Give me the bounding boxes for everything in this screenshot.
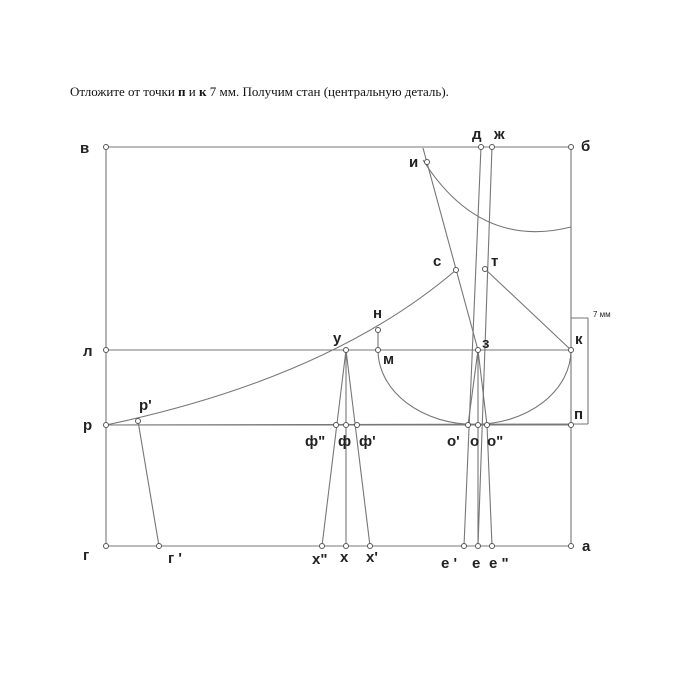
label-a: а: [582, 538, 591, 555]
label-v: в: [80, 140, 90, 157]
label-d: д: [472, 126, 482, 143]
caption-point-k: к: [199, 84, 207, 99]
caption-part-1: Отложите от точки: [70, 84, 179, 99]
point-z: [476, 348, 481, 353]
point-p: [569, 423, 574, 428]
point-r: [104, 423, 109, 428]
point-f1: [355, 423, 360, 428]
label-z: з: [482, 335, 490, 352]
label-f1: ф': [359, 433, 376, 450]
point-e1: [462, 544, 467, 549]
point-h1: [368, 544, 373, 549]
label-e1: е ': [441, 555, 458, 572]
point-h: [344, 544, 349, 549]
point-zh: [490, 145, 495, 150]
point-k: [569, 348, 574, 353]
label-p: п: [574, 406, 584, 423]
label-k: к: [575, 331, 583, 348]
point-r1: [136, 419, 141, 424]
label-r: р: [83, 417, 93, 434]
point-h2: [320, 544, 325, 549]
point-o1: [466, 423, 471, 428]
point-o2: [485, 423, 490, 428]
point-g: [104, 544, 109, 549]
label-7mm: 7 мм: [593, 310, 611, 319]
label-h1: х': [366, 549, 378, 566]
point-t: [483, 267, 488, 272]
point-d: [479, 145, 484, 150]
armhole-curve: [106, 270, 456, 425]
label-m: м: [383, 351, 395, 368]
label-o1: о': [447, 433, 460, 450]
line-z-o1: [468, 350, 478, 425]
point-g1: [157, 544, 162, 549]
point-i: [425, 160, 430, 165]
point-e2: [490, 544, 495, 549]
point-o: [476, 423, 481, 428]
label-b: б: [581, 138, 591, 155]
point-n: [376, 328, 381, 333]
label-r1: р': [139, 397, 152, 414]
point-f2: [334, 423, 339, 428]
top-arc: [423, 160, 571, 232]
point-f: [344, 423, 349, 428]
label-h2: х": [312, 551, 328, 568]
point-b: [569, 145, 574, 150]
label-o2: о": [487, 433, 504, 450]
label-f2: ф": [305, 433, 326, 450]
caption-point-p: п: [178, 84, 186, 99]
label-l: л: [83, 343, 93, 360]
label-f: ф: [338, 433, 352, 450]
label-i: и: [409, 154, 419, 171]
point-a: [569, 544, 574, 549]
point-u: [344, 348, 349, 353]
semicircle-m-k: [378, 350, 571, 424]
caption-part-3: 7 мм. Получим стан (центральную деталь).: [206, 84, 449, 99]
label-g1: г ': [168, 550, 182, 567]
line-i-z: [423, 148, 478, 350]
line-r1-g1: [138, 421, 159, 546]
point-e: [476, 544, 481, 549]
point-s: [454, 268, 459, 273]
label-o: о: [470, 433, 480, 450]
label-n: н: [373, 305, 383, 322]
label-g: г: [83, 547, 90, 564]
caption-part-2: и: [185, 84, 200, 99]
label-u: у: [333, 330, 342, 347]
point-l: [104, 348, 109, 353]
point-v: [104, 145, 109, 150]
label-e: е: [472, 555, 481, 572]
label-h: х: [340, 549, 349, 566]
label-s: с: [433, 253, 442, 270]
point-m: [376, 348, 381, 353]
label-t: т: [491, 253, 499, 270]
label-zh: ж: [494, 126, 505, 143]
label-e2: е ": [489, 555, 509, 572]
line-t-k: [485, 269, 571, 350]
